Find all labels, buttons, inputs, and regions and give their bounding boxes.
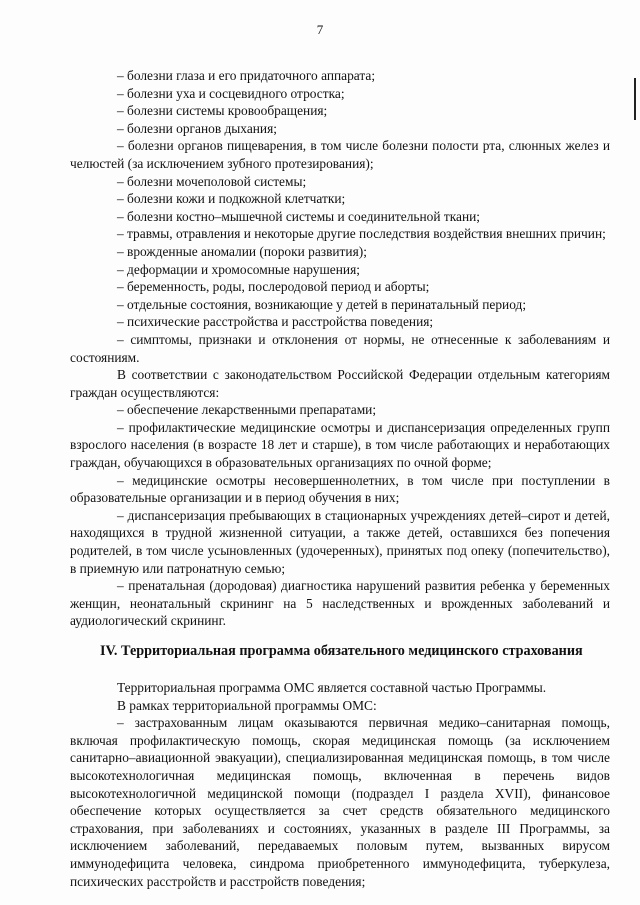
disease-item: – болезни глаза и его придаточного аппарата;	[117, 68, 376, 83]
disease-item: – психические расстройства и расстройства поведения;	[117, 314, 434, 330]
page-number: 7	[316, 22, 324, 37]
disease-item: – болезни органов пищеварения, в том числе болезни полости рта, слюнных желез и челюстей (за исключением зубного протезирования);	[70, 138, 610, 171]
disease-item: – болезни мочеполовой системы;	[117, 173, 307, 189]
category-item: – диспансеризация пребывающих в стационарных учреждениях детей–сирот и детей, находящихся в трудной жизненной ситуации, а также детей, оставшихся без попечения родителей, в том числе усыновленных (удочеренных), принятых под опеку (попечительство), в приемную или патронатную семью;	[70, 507, 610, 576]
category-item: – профилактические медицинские осмотры и диспансеризация определенных групп взрослого населения (в возрасте 18 лет и старше), в том числе работающих и неработающих граждан, обучающихся в образовательных организациях по очной форме;	[70, 419, 610, 471]
category-item: – медицинские осмотры несовершеннолетних, в том числе при поступлении в образовательные организации и в период обучения в них;	[70, 472, 610, 506]
scan-edge-mark	[634, 78, 636, 120]
section-paragraph: Территориальная программа ОМС является составной частью Программы.	[117, 680, 547, 695]
disease-item: – врожденные аномалии (пороки развития);	[117, 243, 367, 259]
disease-item: – отдельные состояния, возникающие у детей в перинатальный период;	[117, 296, 527, 312]
section-title: IV. Территориальная программа обязательного медицинского страхования	[100, 643, 583, 659]
document-body	[70, 67, 610, 890]
categories-intro: В соответствии с законодательством Российской Федерации отдельным категориям граждан осуществляются:	[70, 367, 610, 400]
disease-item: – болезни уха и сосцевидного отростка;	[117, 85, 345, 101]
disease-item: – болезни костно–мышечной системы и соединительной ткани;	[117, 208, 481, 224]
disease-item: – травмы, отравления и некоторые другие последствия воздействия внешних причин;	[117, 226, 606, 242]
category-item: – пренатальная (дородовая) диагностика нарушений развития ребенка у беременных женщин, неонатальный скрининг на 5 наследственных и врожденных заболеваний и аудиологический скрининг.	[70, 578, 610, 629]
section-paragraph: – застрахованным лицам оказываются первичная медико–санитарная помощь, включая профилактическую помощь, скорая медицинская помощь (за исключением санитарно–авиационной эвакуации), специализированная медицинская помощь, в том числе высокотехнологичная медицинская помощь, включенная в перечень видов высокотехнологичной медицинской помощи (подраздел I раздела XVII), финансовое обеспечение которых осуществляется за счет средств обязательного медицинского страхования, при заболеваниях и состояниях, указанных в разделе III Программы, за исключением заболеваний, передаваемых половым путем, вызванных вирусом иммунодефицита человека, синдрома приобретенного иммунодефицита, туберкулеза, психических расстройств и расстройств поведения;	[70, 715, 610, 889]
disease-item: – болезни системы кровообращения;	[117, 103, 328, 119]
disease-item: – болезни органов дыхания;	[117, 120, 277, 136]
disease-item: – беременность, роды, послеродовой период и аборты;	[117, 279, 430, 295]
disease-item: – симптомы, признаки и отклонения от нормы, не отнесенные к заболеваниям и состояниям.	[70, 331, 610, 365]
disease-item: – деформации и хромосомные нарушения;	[117, 261, 360, 277]
disease-item: – болезни кожи и подкожной клетчатки;	[117, 191, 346, 207]
section-paragraph: В рамках территориальной программы ОМС:	[117, 697, 377, 713]
category-item: – обеспечение лекарственными препаратами;	[117, 402, 377, 418]
